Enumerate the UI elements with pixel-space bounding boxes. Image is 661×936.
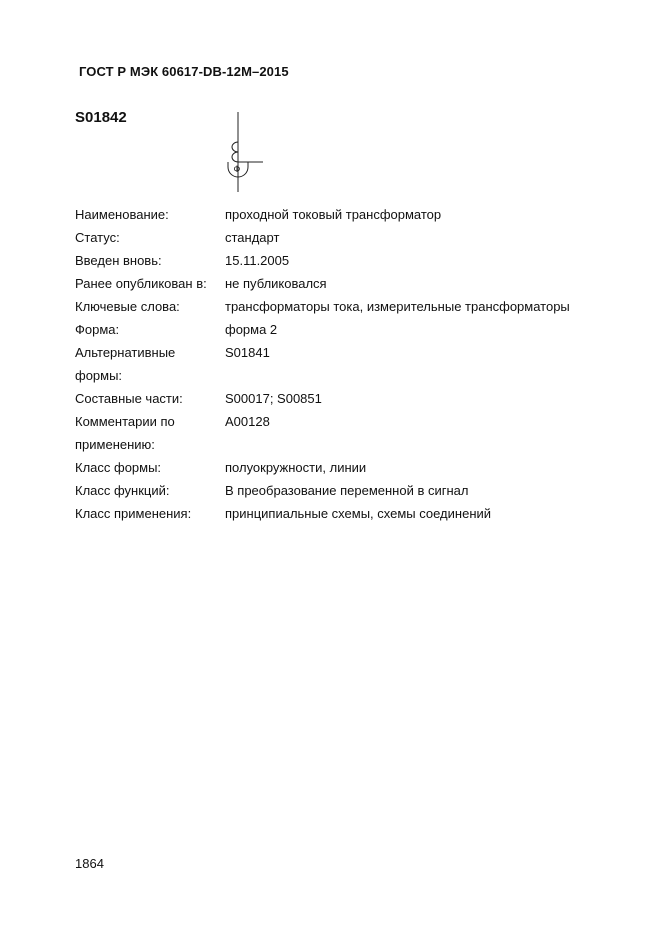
property-value: S01841 [225,345,270,360]
property-label: Ключевые слова: [75,299,180,314]
property-row [75,341,575,387]
property-row [75,203,575,226]
property-label: Статус: [75,230,120,245]
property-value: В преобразование переменной в сигнал [225,483,469,498]
property-value: форма 2 [225,322,278,337]
document-header: ГОСТ Р МЭК 60617-DB-12M–2015 [79,64,289,79]
property-value: полуокружности, линии [225,460,367,475]
property-value: S00017; S00851 [225,391,322,406]
property-label: Класс применения: [75,506,192,521]
property-row [75,295,575,318]
property-row [75,318,575,341]
winding-upper-semicircle [232,142,238,152]
property-row [75,502,575,525]
property-label: Ранее опубликован в: [75,276,207,291]
property-label: Введен вновь: [75,253,162,268]
property-value: A00128 [225,414,270,429]
properties-table [75,203,575,525]
property-value: стандарт [225,230,280,245]
property-label: Класс формы: [75,460,162,475]
property-row [75,410,575,456]
property-row [75,479,575,502]
property-label: Форма: [75,322,120,337]
property-label: Класс функций: [75,483,170,498]
property-value: проходной токовый трансформатор [225,207,442,222]
property-row [75,456,575,479]
property-value: принципиальные схемы, схемы соединений [225,506,492,521]
page-number: 1864 [75,856,104,871]
property-row [75,387,575,410]
property-value: трансформаторы тока, измерительные трансформаторы [225,299,570,314]
property-row [75,226,575,249]
property-label: Составные части: [75,391,183,406]
property-label: Комментарии по применению: [75,414,175,452]
property-value: не публиковался [225,276,327,291]
property-label: Альтернативные формы: [75,345,176,383]
current-transformer-symbol-icon [222,112,272,194]
property-label: Наименование: [75,207,169,222]
property-row [75,272,575,295]
property-value: 15.11.2005 [225,253,290,268]
symbol-inner-letter: Ф [233,164,241,174]
symbol-code: S01842 [75,109,127,126]
winding-lower-semicircle [232,152,238,162]
property-row [75,249,575,272]
